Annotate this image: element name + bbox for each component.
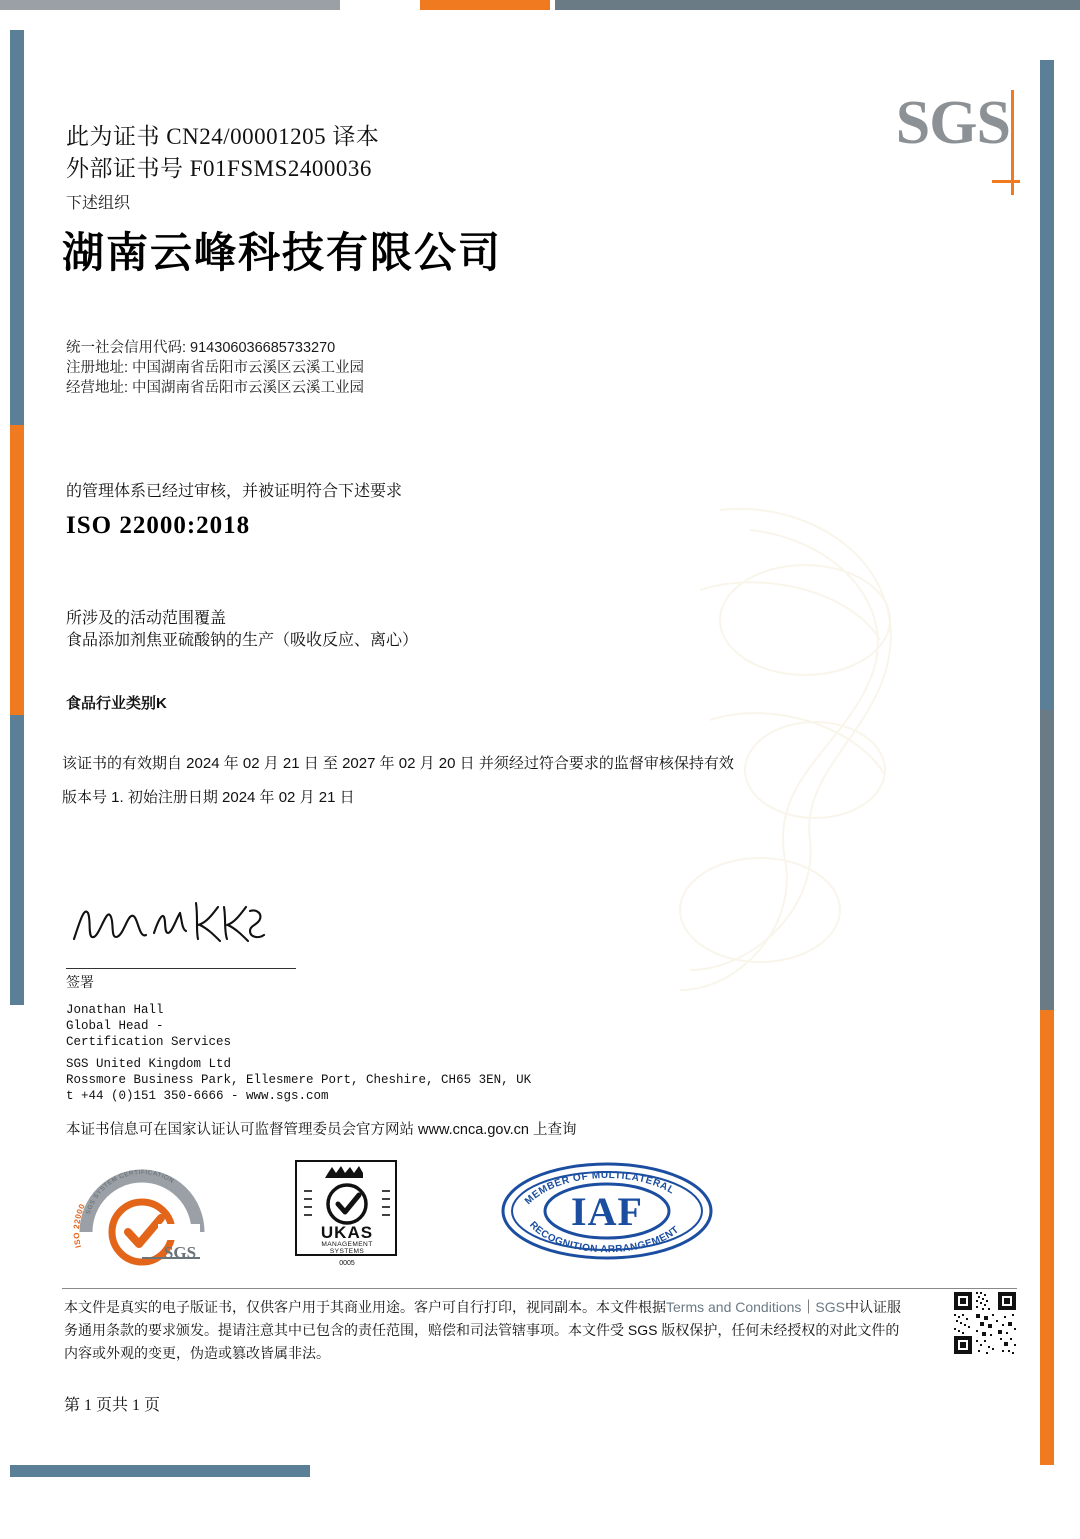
- decor-bar-right-orange: [1040, 1010, 1054, 1465]
- footer-separator: ｜: [801, 1299, 816, 1315]
- decor-bar-bottom-blue: [10, 1465, 310, 1477]
- validity-period: 该证书的有效期自 2024 年 02 月 21 日 至 2027 年 02 月 20 日 并须经过符合要求的监督审核保持有效: [62, 755, 734, 772]
- ukas-line-1-text: MANAGEMENT: [321, 1241, 373, 1248]
- cnca-verification-note: 本证书信息可在国家认证认可监督管理委员会官方网站 www.cnca.gov.cn 上查询: [66, 1122, 577, 1138]
- page-number: 第 1 页共 1 页: [64, 1397, 161, 1414]
- iso-mark-sgs-text: SGS: [163, 1243, 197, 1262]
- signature-rule: [66, 968, 296, 969]
- iso-ring-text: SGS SYSTEM CERTIFICATION: [84, 1168, 176, 1216]
- ukas-line-2-text: SYSTEMS: [329, 1248, 365, 1255]
- decor-bar-right-grey: [1040, 710, 1054, 1010]
- footer-text-part-2: 中认证服务通用条款的要求颁发。提请注意其中已包含的责任范围，赔偿和司法管辖事项。本文件受 SGS 版权保护，任何未经授: [64, 1299, 901, 1338]
- version-and-initial-date: 版本号 1. 初始注册日期 2024 年 02 月 21 日: [62, 789, 355, 806]
- terms-and-conditions-link[interactable]: Terms and Conditions: [666, 1299, 802, 1315]
- ukas-management-systems-mark-icon: [288, 1157, 406, 1267]
- signatory-details: [66, 1002, 231, 1050]
- decor-bar-left-blue: [10, 30, 24, 425]
- scope-label: 所涉及的活动范围覆盖: [66, 610, 227, 627]
- sgs-logo: SGS: [895, 89, 1010, 157]
- decor-bar-left-blue-2: [10, 715, 24, 1005]
- scope-text: 食品添加剂焦亚硫酸钠的生产（吸收反应、离心）: [66, 632, 419, 649]
- decor-bar-top-orange: [420, 0, 550, 10]
- credit-code: 统一社会信用代码: 914306036685733270: [66, 340, 336, 356]
- accreditation-marks: [60, 1155, 760, 1270]
- signature-label: 签署: [66, 974, 94, 990]
- decor-bar-right-blue: [1040, 60, 1054, 710]
- footer-text-part-1: 本文件是真实的电子版证书，仅供客户用于其商业用途。客户可自行打印，视同副本。本文件根据: [64, 1299, 666, 1315]
- certificate-translation-line: 此为证书 CN24/00001205 译本: [66, 124, 380, 149]
- signature-graphic: [70, 895, 270, 955]
- issuer-contact: t +44 (0)151 350-6666 - www.sgs.com: [66, 1089, 329, 1103]
- decor-bar-top-grey2: [555, 0, 1080, 10]
- issuer-company: SGS United Kingdom Ltd: [66, 1057, 232, 1071]
- watermark-graphic: [600, 470, 1000, 1030]
- signatory-title-line-2: Certification Services: [66, 1035, 232, 1049]
- organization-label: 下述组织: [66, 195, 131, 212]
- decor-bar-top-grey: [0, 0, 340, 10]
- iaf-bottom-text: RECOGNITION ARRANGEMENT: [527, 1219, 682, 1256]
- footer-disclaimer: [64, 1296, 904, 1365]
- qr-code[interactable]: [952, 1290, 1018, 1356]
- issuer-address-block: [66, 1056, 531, 1104]
- iso-standard-ring-text: ISO 22000: [71, 1202, 87, 1249]
- footer-sgs-text: SGS: [815, 1299, 845, 1315]
- system-statement: 的管理体系已经过审核，并被证明符合下述要求: [66, 483, 403, 500]
- registered-address: 注册地址: 中国湖南省岳阳市云溪区云溪工业园: [66, 360, 365, 376]
- issuer-address: Rossmore Business Park, Ellesmere Port, Cheshire, CH65 3EN, UK: [66, 1073, 532, 1087]
- iaf-mla-mark-icon: [498, 1161, 716, 1261]
- ukas-number-text: 0005: [339, 1260, 355, 1267]
- organization-name: 湖南云峰科技有限公司: [62, 229, 503, 276]
- sector-category: 食品行业类别K: [66, 695, 167, 712]
- standard-name: ISO 22000:2018: [66, 512, 251, 539]
- external-certificate-number: 外部证书号 F01FSMS2400036: [66, 156, 372, 181]
- signatory-name: Jonathan Hall: [66, 1003, 164, 1017]
- organization-meta: [66, 338, 364, 398]
- business-address: 经营地址: 中国湖南省岳阳市云溪区云溪工业园: [66, 380, 365, 396]
- footer-text-part-3: 权的对此文件的内容或外观的变更，伪造或篡改皆属非法。: [64, 1322, 900, 1361]
- ukas-title-text: UKAS: [320, 1223, 374, 1242]
- signatory-title-line-1: Global Head -: [66, 1019, 164, 1033]
- iso-22000-sgs-mark-icon: [68, 1158, 216, 1268]
- footer-divider: [62, 1288, 1017, 1289]
- iaf-top-text: MEMBER OF MULTILATERAL: [522, 1169, 677, 1207]
- decor-bar-left-orange: [10, 425, 24, 715]
- sgs-logo-rule-horizontal: [992, 180, 1020, 183]
- iaf-center-text: IAF: [571, 1189, 643, 1234]
